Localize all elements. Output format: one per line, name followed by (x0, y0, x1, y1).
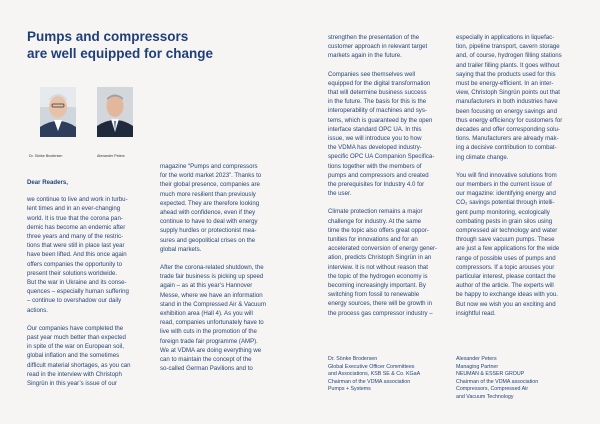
paragraph: Companies see themselves well equipped for the digital transformation that will determine business success in the future. The basis for this is the interoperability of machines and sys- tems, which is guaranteed by the open interface standard OPC UA. In this issue, we will introduce you to how the VDMA has developed industry- specific OPC UA Companion Specifica- tions together with the members of pumps and compressors and created the prerequisites for Industry 4.0 for the user. (328, 70, 435, 198)
paragraph: especially in applications in liquefac- tion, pipeline transport, cavern storage and, of course, hydrogen filling stations and trailer filling plants. It goes without saying that the products used for this must be energy-efficient. In an inter- view, Christoph Singrün points out that manufacturers in both industries have been focusing on energy savings and thus energy efficiency for customers for decades and offer corresponding solu- tions. Manufacturers are already mak- ing a decisive contribution to combat- ing climate change. (456, 34, 563, 161)
text-column-4 (456, 33, 586, 327)
paragraph: After the corona-related shutdown, the trade fair business is picking up speed again – as at this year’s Hannover Messe, where we have an information stand in the Compressed Air & Vacuum exhibition area (Hall 4). As you will read, companies unfortunately have to live with cuts in the promotion of the foreign trade fair programme (AMP). We at VDMA are doing everything we can to maintain the concept of the so-called German Pavilions and to (160, 264, 266, 373)
portrait-image (97, 87, 133, 137)
greeting: Dear Readers, (27, 179, 68, 186)
paragraph: You will find innovative solutions from our members in the current issue of our magazine: identifying energy and CO₂ savings potential through intelli- gent pump monitoring, ecologically combating pests in grain silos using compressed air technology and water through save vacuum pumps. These are just a few applications for the wide range of possible uses of pumps and compressors. If a topic arouses your particular interest, please contact the author of the article. The experts will be happy to exchange ideas with you. But now we wish you an exciting and insightful read. (456, 171, 560, 317)
signature-text: Alexander Peters Managing Partner NEUMAN & ESSER GROUP Chairman of the VDMA association Compressors, Compressed Air and Vacuum Technology (456, 356, 539, 400)
signature-peters (456, 356, 586, 411)
paragraph: strengthen the presentation of the customer approach in relevant target markets again in the future. (328, 34, 428, 60)
signature-text: Dr. Sönke Brodersen Global Executive Officer Committees and Associations, KSB SE & Co. KGaA Chairman of the VDMA association Pumps + Systems (328, 356, 421, 393)
text-column-2 (160, 162, 285, 382)
paragraph: magazine “Pumps and compressors for the world market 2023”. Thanks to their global presence, companies are much more resilient than previously expected. They are therefore looking ahead with confidence, even if they continue to have to deal with energy supply hurdles or protectionist mea- sures and geopolitical crises on the global markets. (160, 163, 262, 253)
portrait-photo-peters (97, 87, 133, 137)
photo-caption: Dr. Sönke Brodersen (29, 154, 63, 158)
paragraph: Climate protection remains a major challenge for industry. At the same time the topic also offers great oppor- tunities for innovations and for an accelerated conversion of energy gener- ation, predicts Christoph Singrün in an interview. It is not without reason that the topic of the hydrogen economy is becoming increasingly important. By switching from fossil to renewable energy sources, there will be growth in the process gas compressor industry – (328, 208, 438, 317)
text-column-3 (328, 33, 453, 327)
paragraph: Our companies have completed the past year much better than expected in spite of the war on European soil, global inflation and the sometimes difficult material shortages, as you can read in the interview with Christoph Singrün in this year’s issue of our (27, 324, 131, 388)
portrait-image (40, 87, 76, 137)
right-page (300, 0, 600, 424)
portrait-photo-brodersen (40, 87, 76, 137)
page-title: Pumps and compressors are well equipped for change (27, 29, 214, 61)
photo-caption: Alexander Peters (97, 154, 125, 158)
paragraph: we continue to live and work in turbu- lent times and in an ever-changing world. It is true that the corona pan- demic has become an endemic after three years and many of the restric- tions that were still in place last year have been lifted. And this once again offers companies the opportunity to present their solutions worldwide. But the war in Ukraine and its conse- quences – especially human suffering – continue to overshadow our daily actions. (27, 196, 129, 314)
signature-brodersen (328, 356, 453, 403)
text-column-1 (27, 178, 147, 397)
